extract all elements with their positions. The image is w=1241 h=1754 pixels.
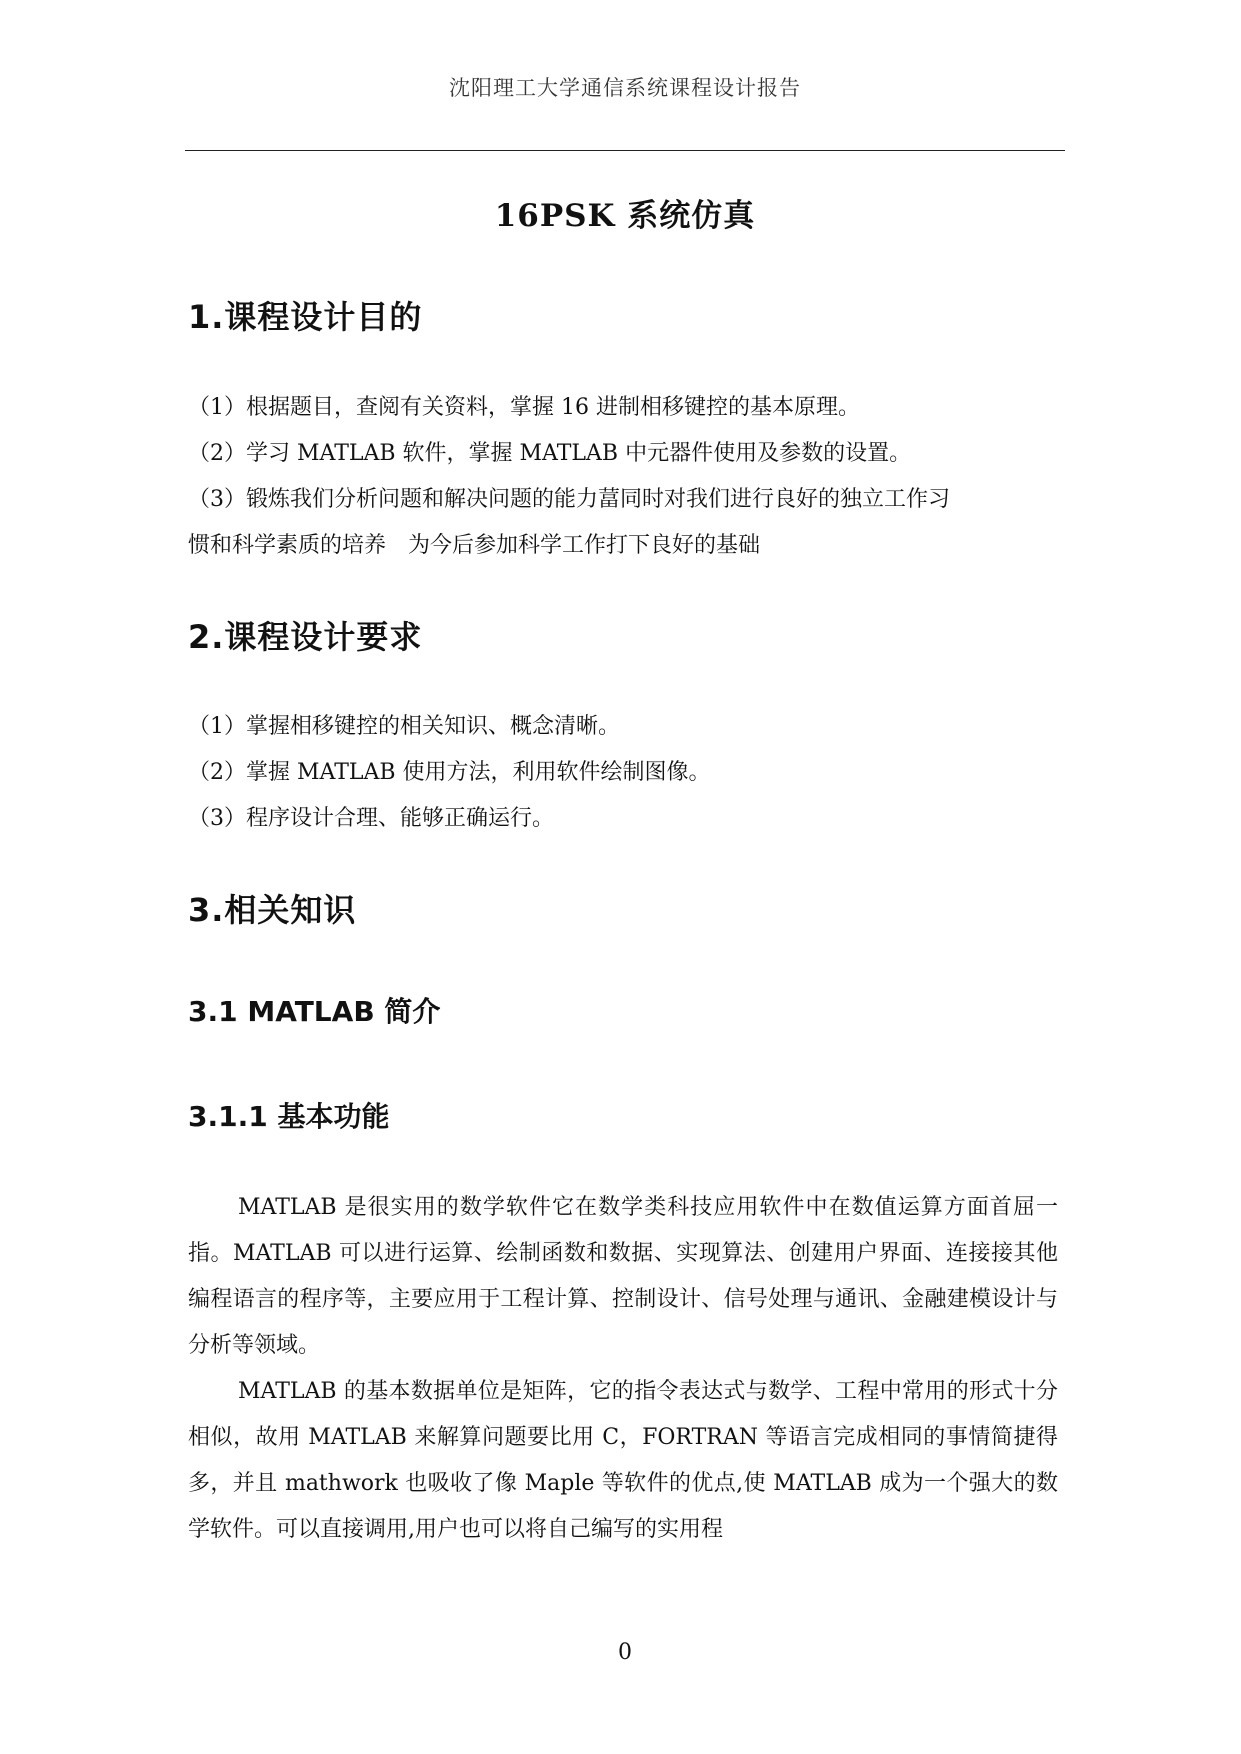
section-3-1-heading: 3.1 MATLAB 简介: [188, 995, 441, 1028]
section-2-item-3: （3）程序设计合理、能够正确运行。: [188, 806, 554, 831]
section-1-item-3: （3）锻炼我们分析问题和解决问题的能力葍同时对我们进行良好的独立工作习: [188, 487, 950, 512]
page-number: 0: [618, 1640, 632, 1665]
section-1-item-1: （1）根据题目，查阅有关资料，掌握 16 进制相移键控的基本原理。: [188, 395, 860, 420]
section-1-heading: 1.课程设计目的: [188, 298, 423, 336]
section-1-item-3-continued: 惯和科学素质的培养 为今后参加科学工作打下良好的基础: [188, 533, 761, 558]
section-3-1-1-heading: 3.1.1 基本功能: [188, 1100, 390, 1133]
paragraph-basic-function-2: MATLAB 的基本数据单位是矩阵，它的指令表达式与数学、工程中常用的形式十分相似，故用 MATLAB 来解算问题要比用 C，FORTRAN 等语言完成相同的事情简捷得多，并且 mathwork 也吸收了像 Maple 等软件的优点,使 MATLAB 成为一个强大的数学软件。可以直接调用,用户也可以将自己编写的实用程: [188, 1379, 1058, 1542]
section-2-item-2: （2）掌握 MATLAB 使用方法，利用软件绘制图像。: [188, 760, 711, 785]
document-title: 16PSK 系统仿真: [494, 198, 756, 234]
paragraph-basic-function-1: MATLAB 是很实用的数学软件它在数学类科技应用软件中在数值运算方面首屈一指。MATLAB 可以进行运算、绘制函数和数据、实现算法、创建用户界面、连接接其他编程语言的程序等，主要应用于工程计算、控制设计、信号处理与通讯、金融建模设计与分析等领域。: [188, 1195, 1058, 1358]
section-1-item-2: （2）学习 MATLAB 软件，掌握 MATLAB 中元器件使用及参数的设置。: [188, 441, 912, 466]
section-3-heading: 3.相关知识: [188, 891, 357, 929]
section-2-item-1: （1）掌握相移键控的相关知识、概念清晰。: [188, 714, 620, 739]
header-rule: [185, 150, 1065, 151]
running-header: 沈阳理工大学通信系统课程设计报告: [449, 76, 801, 100]
section-2-heading: 2.课程设计要求: [188, 618, 423, 656]
